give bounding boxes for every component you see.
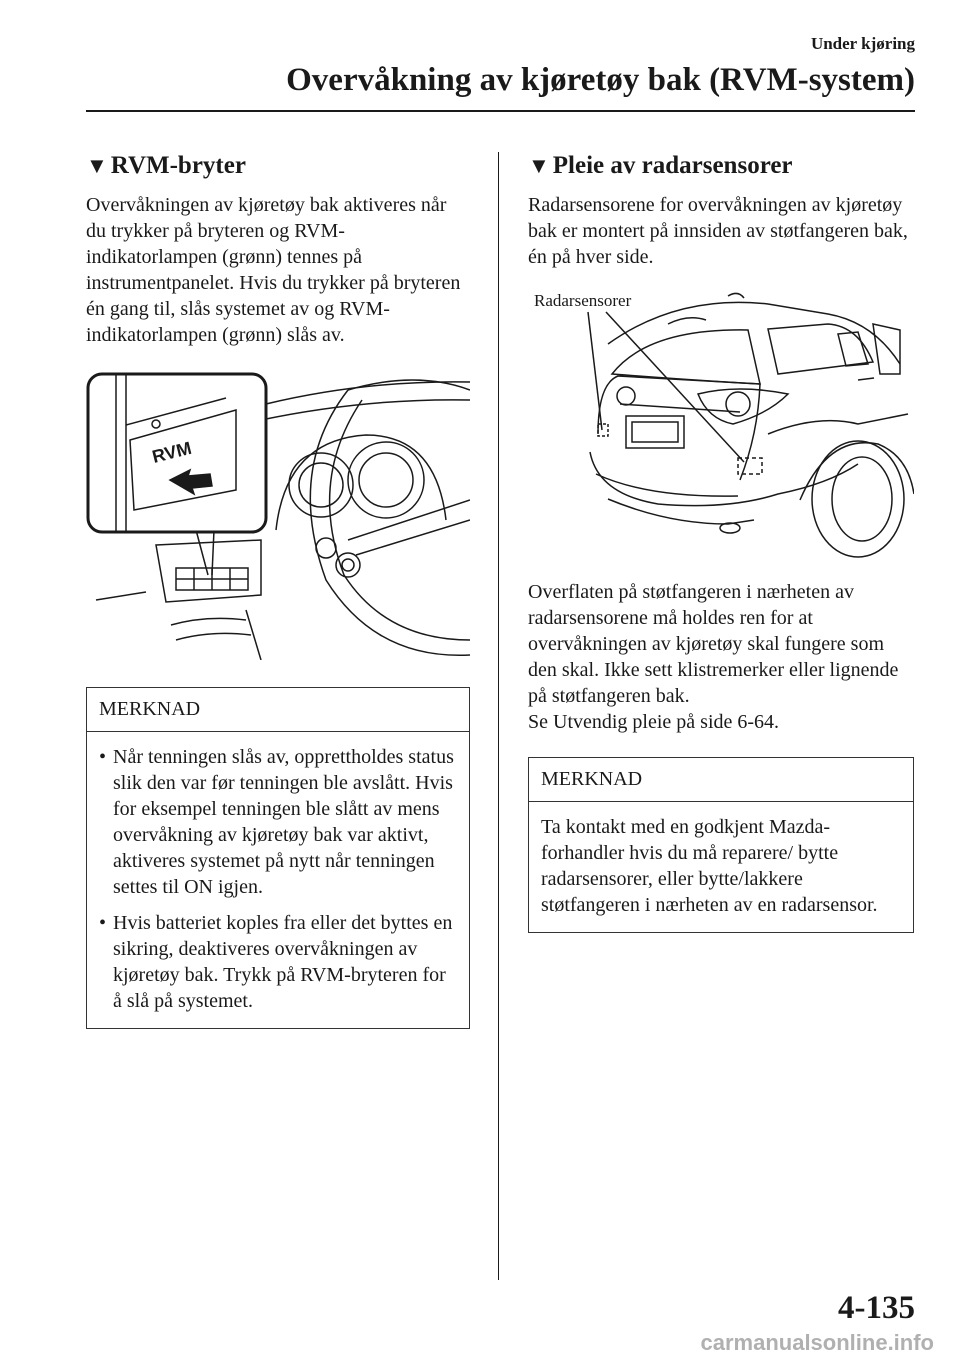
note-item-text: Når tenningen slås av, opprettholdes status slik den var før tenningen ble avslått. Hvis for eksempel tenningen ble slått av mens overvåkning av kjøretøy bak var aktivt, aktiveres systemet på nytt når tenningen settes til ON igjen. bbox=[113, 746, 454, 898]
left-note-title: MERKNAD bbox=[87, 688, 469, 732]
column-divider bbox=[498, 152, 499, 1280]
radar-care-reference: Se Utvendig pleie på side 6-64. bbox=[528, 711, 780, 733]
radar-care-intro: Radarsensorene for overvåkningen av kjøretøy bak er montert på innsiden av støtfangeren bak, én på hver side. bbox=[528, 194, 908, 268]
right-note-box bbox=[528, 757, 914, 933]
dashboard-illustration bbox=[86, 370, 470, 665]
rvm-switch-heading bbox=[86, 152, 470, 180]
note-item-text: Hvis batteriet koples fra eller det byttes en sikring, deaktiveres overvåkningen av kjøretøy bak. Trykk på RVM-bryteren for å slå på systemet. bbox=[113, 912, 453, 1012]
radar-sensor-label: Radarsensorer bbox=[534, 291, 632, 310]
list-item bbox=[99, 910, 457, 1014]
triangle-marker-icon: ▼ bbox=[528, 153, 550, 178]
bullet-icon: • bbox=[99, 746, 107, 768]
rvm-switch-intro: Overvåkningen av kjøretøy bak aktiveres når du trykker på bryteren og RVM-indikatorlampen (grønn) tennes på instrumentpanelet. Hvis du trykker på bryteren én gang til, slås systemet av og RVM-indikatorlampen (grønn) slås av. bbox=[86, 194, 461, 346]
rvm-switch-heading-text: RVM-bryter bbox=[110, 152, 246, 179]
radar-care-heading bbox=[528, 152, 914, 180]
section-label: Under kjøring bbox=[810, 34, 915, 53]
page-number: 4-135 bbox=[838, 1290, 915, 1326]
page-title: Overvåkning av kjøretøy bak (RVM-system) bbox=[286, 62, 915, 98]
left-note-body bbox=[87, 732, 469, 1028]
left-column bbox=[86, 152, 470, 1029]
rvm-button-label: RVM bbox=[150, 437, 194, 467]
bullet-icon: • bbox=[99, 912, 107, 934]
car-rear-illustration bbox=[528, 284, 914, 571]
left-note-box bbox=[86, 687, 470, 1029]
list-item bbox=[99, 744, 457, 900]
right-note-title: MERKNAD bbox=[529, 758, 913, 802]
triangle-marker-icon: ▼ bbox=[86, 153, 108, 178]
right-note-body: Ta kontakt med en godkjent Mazda-forhandler hvis du må reparere/ bytte radarsensorer, eller bytte/lakkere støtfangeren i nærheten av en radarsensor. bbox=[541, 816, 878, 916]
right-column bbox=[528, 152, 914, 933]
watermark: carmanualsonline.info bbox=[700, 1330, 934, 1355]
title-rule bbox=[86, 110, 915, 112]
radar-care-body: Overflaten på støtfangeren i nærheten av radarsensorene må holdes ren for at overvåkningen av kjøretøy skal fungere som den skal. Ikke sett klistremerker eller lignende på støtfangeren bak. bbox=[528, 581, 899, 707]
radar-care-heading-text: Pleie av radarsensorer bbox=[552, 152, 793, 179]
